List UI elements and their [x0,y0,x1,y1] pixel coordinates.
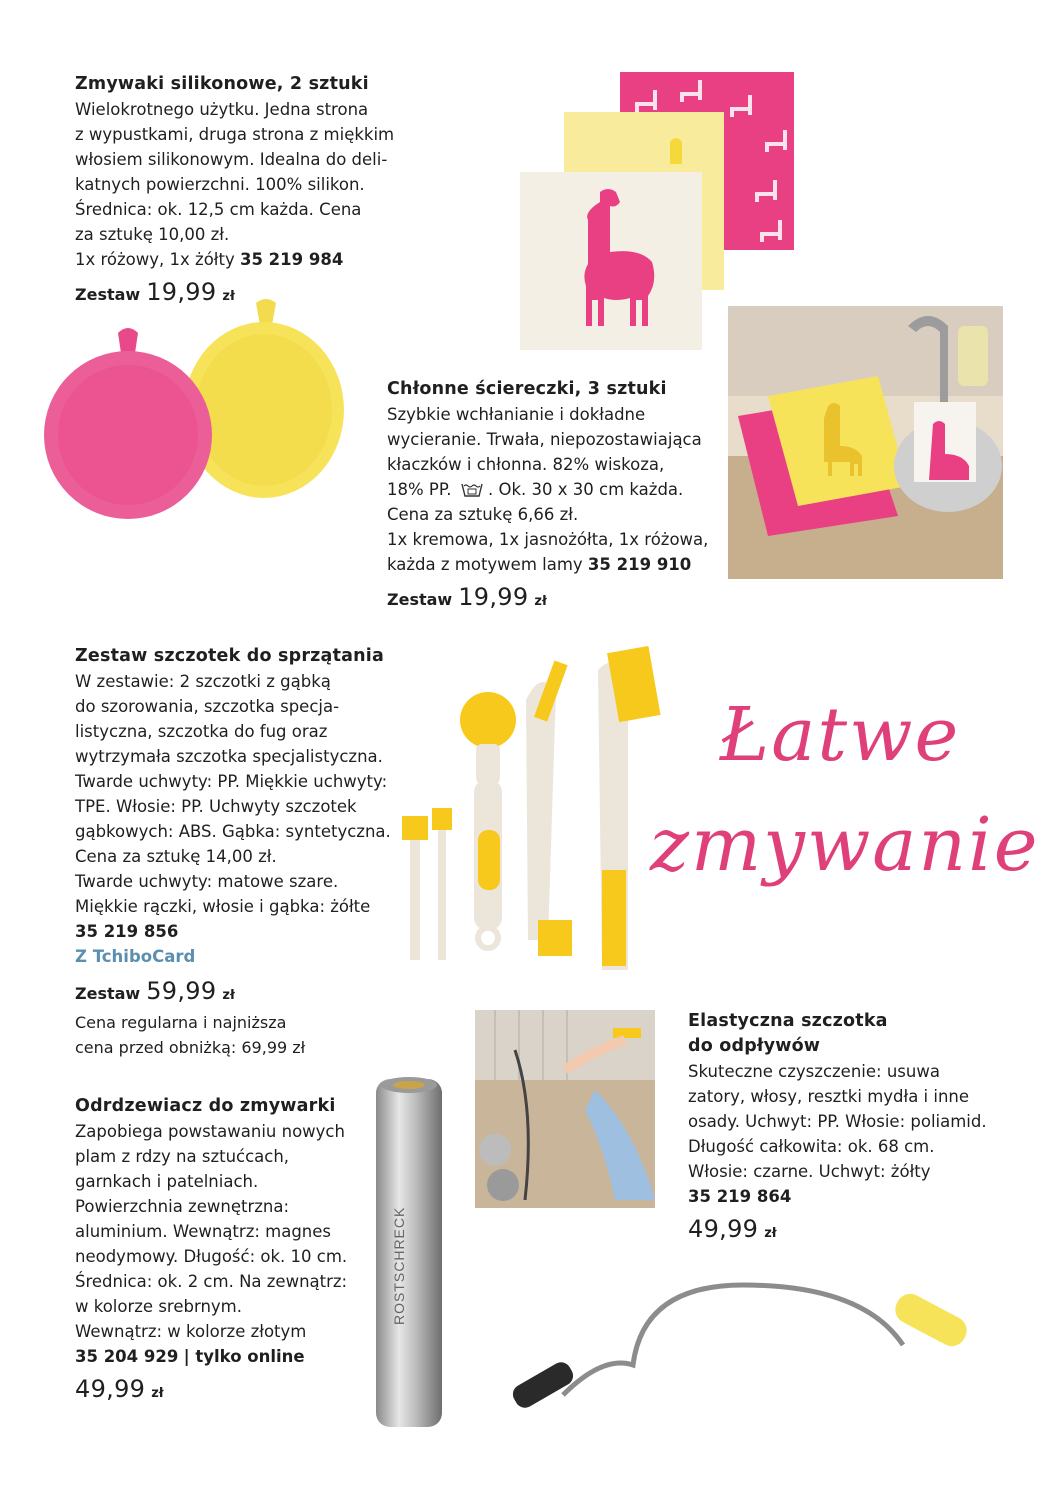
drain-code: 35 219 864 [688,1187,792,1206]
rust-remover-label: ROSTSCHRECK [391,1206,407,1325]
headline [650,680,1040,900]
online-only-label: | tylko online [183,1347,305,1366]
brushes-line: Twarde uchwyty: matowe szare. [75,872,339,891]
fine-brush [402,808,452,960]
currency: zł [764,1226,777,1241]
drain-cleaning-photo [475,1010,655,1208]
rust-title: Odrdzewiacz do zmywarki [75,1096,336,1116]
price-value: 49,99 [688,1215,759,1243]
regular-price-note: Cena regularna i najniższa [75,1013,287,1032]
rust-line: aluminium. Wewnątrz: magnes [75,1222,332,1241]
cream-cloth [520,172,702,350]
rust-line: plam z rdzy na sztućcach, [75,1147,290,1166]
wash-icon [461,481,483,497]
scrubbers-line: Wielokrotnego użytku. Jedna strona [75,100,369,119]
price-value: 49,99 [75,1375,146,1403]
price-label: Zestaw [75,285,141,304]
brushes-line: listyczna, szczotka do fug oraz [75,722,328,741]
cloths-in-sink-photo [728,306,1003,579]
cloths-line: wycieranie. Trwała, niepozostawiająca [387,430,702,449]
cloths-variant-line [387,552,708,577]
cloths-description [387,377,708,614]
pink-scrubber [44,328,212,519]
tchibocard-label: Z TchiboCard [75,947,196,966]
cloths-composition: 18% PP. [387,480,452,499]
brushes-image [398,640,678,975]
price-label: Zestaw [387,590,453,609]
price-label: Zestaw [75,984,141,1003]
drain-title: Elastyczna szczotka [688,1011,888,1031]
cloths-title: Chłonne ściereczki, 3 sztuki [387,379,667,399]
drain-line: Długość całkowita: ok. 68 cm. [688,1137,935,1156]
rust-line: Powierzchnia zewnętrzna: [75,1197,290,1216]
rust-code-line [75,1344,347,1369]
drain-title: do odpływów [688,1036,821,1056]
drain-line: Włosie: czarne. Uchwyt: żółty [688,1162,931,1181]
brushes-line: Cena za sztukę 14,00 zł. [75,847,277,866]
scrubbers-line: za sztukę 10,00 zł. [75,225,230,244]
rust-description [75,1094,347,1406]
rust-line: w kolorze srebrnym. [75,1297,242,1316]
price-value: 19,99 [458,583,529,611]
currency: zł [222,289,235,304]
cloths-variant: każda z motywem lamy [387,555,583,574]
rust-remover-image [370,1075,450,1435]
brushes-line: TPE. Włosie: PP. Uchwyty szczotek [75,797,357,816]
headline-line: zmywanie [650,802,1040,888]
brushes-title: Zestaw szczotek do sprzątania [75,646,385,666]
dish-brush [460,692,516,948]
drain-price [688,1217,987,1246]
cloths-line: Cena za sztukę 6,66 zł. [387,505,579,524]
brushes-line: Miękkie rączki, włosie i gąbka: żółte [75,897,371,916]
drain-line: Skuteczne czyszczenie: usuwa [688,1062,940,1081]
headline-line: Łatwe [719,692,961,778]
yellow-scrubber [184,299,344,498]
rust-price [75,1377,347,1406]
cloths-code: 35 219 910 [587,555,692,574]
currency: zł [534,594,547,609]
scrubbers-line: włosiem silikonowym. Idealna do deli- [75,150,388,169]
brushes-line: Twarde uchwyty: PP. Miękkie uchwyty: [75,772,388,791]
cloths-size: . Ok. 30 x 30 cm każda. [488,480,684,499]
brushes-code: 35 219 856 [75,922,179,941]
scrubbers-description [75,72,394,309]
scrubbers-code: 35 219 984 [239,250,344,269]
rust-code: 35 204 929 [75,1347,179,1366]
scrubbers-image [38,295,360,525]
brushes-line: do szorowania, szczotka specja- [75,697,340,716]
drain-description [688,1009,987,1246]
brushes-line: gąbkowych: ABS. Gąbka: syntetyczna. [75,822,391,841]
currency: zł [151,1386,164,1401]
drain-brush-image [505,1265,975,1435]
scrubbers-variant-line [75,247,394,272]
rust-line: Zapobiega powstawaniu nowych [75,1122,345,1141]
scrubbers-line: katnych powierzchni. 100% silikon. [75,175,365,194]
price-value: 59,99 [146,977,217,1005]
brushes-line: wytrzymała szczotka specjalistyczna. [75,747,383,766]
brushes-description [75,644,391,1060]
rust-line: Średnica: ok. 2 cm. Na zewnątrz: [75,1272,348,1291]
rust-line: garnkach i patelniach. [75,1172,259,1191]
rust-line: Wewnątrz: w kolorze złotym [75,1322,307,1341]
scrubbers-line: z wypustkami, druga strona z miękkim [75,125,395,144]
cloths-price [387,585,708,614]
drain-brush-bristles [509,1359,576,1412]
drain-line: zatory, włosy, resztki mydła i inne [688,1087,970,1106]
drain-line: osady. Uchwyt: PP. Włosie: poliamid. [688,1112,987,1131]
regular-price-note: cena przed obniżką: 69,99 zł [75,1038,306,1057]
grout-brush [526,660,572,956]
rust-line: neodymowy. Długość: ok. 10 cm. [75,1247,348,1266]
currency: zł [222,988,235,1003]
cloths-line: kłaczków i chłonna. 82% wiskoza, [387,455,665,474]
brushes-price [75,979,391,1008]
scrubbers-variant: 1x różowy, 1x żółty [75,250,235,269]
scrubbers-line: Średnica: ok. 12,5 cm każda. Cena [75,200,362,219]
cloths-line: Szybkie wchłanianie i dokładne [387,405,646,424]
scrubbers-title: Zmywaki silikonowe, 2 sztuki [75,74,369,94]
brushes-line: W zestawie: 2 szczotki z gąbką [75,672,331,691]
cloths-care-line [387,477,708,502]
cloths-line: 1x kremowa, 1x jasnożółta, 1x różowa, [387,530,709,549]
price-value: 19,99 [146,278,217,306]
